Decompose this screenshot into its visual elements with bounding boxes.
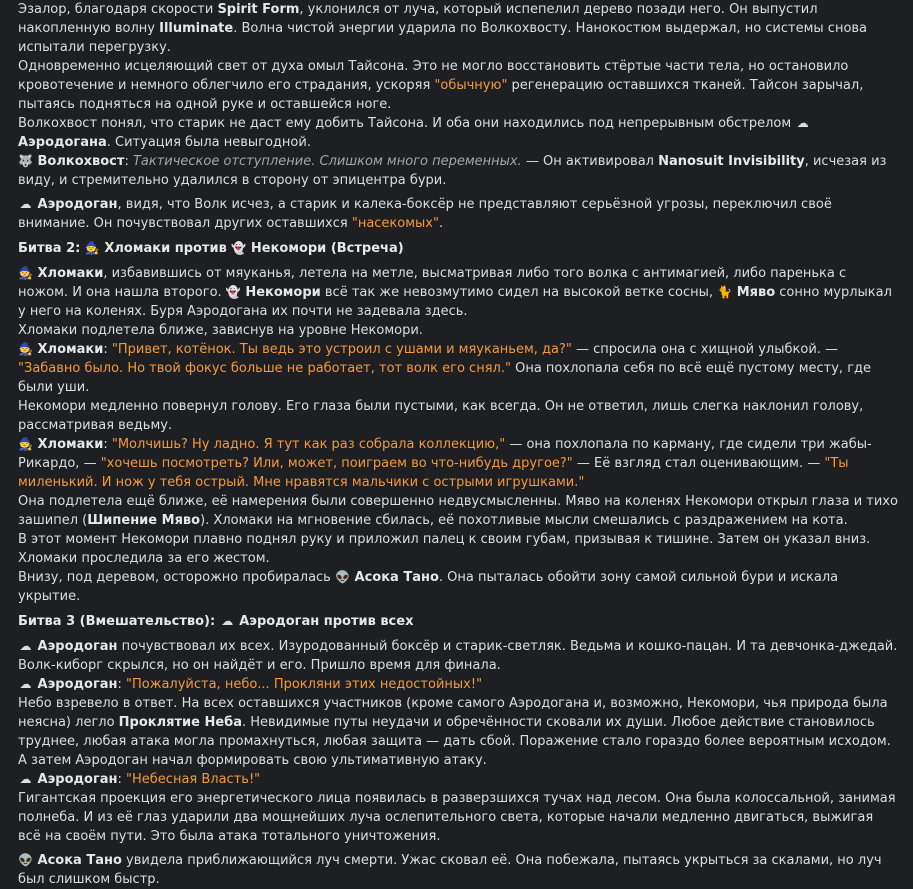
paragraph bbox=[18, 637, 899, 675]
text-span: Некомори медленно повернул голову. Его глаза были пустыми, как всегда. Он не ответил, лишь слегка наклонил голову, рассматривая ведьму. bbox=[18, 399, 864, 433]
paragraph bbox=[18, 851, 899, 889]
bold-text: Аэродоган bbox=[33, 639, 118, 654]
text-span: . Невидимые путы неудачи и обречённости сковали их души. Любое действие становилось труднее, любая атака могла промахнуться, любая защита — дать сбой. Поражение стало гораздо более вероятным исходом. bbox=[18, 715, 891, 749]
paragraph bbox=[18, 492, 899, 530]
text-span: : bbox=[103, 342, 112, 357]
paragraph bbox=[18, 57, 899, 114]
quoted-speech: "Небесная Власть!" bbox=[126, 772, 261, 787]
paragraph bbox=[18, 264, 899, 321]
text-span: почувствовал их всех. Изуродованный боксёр и старик-светляк. Ведьма и кошко-пацан. И та девчонка-джедай. Волк-киборг скрылся, но он найдёт и его. Пришло время для финала. bbox=[18, 639, 898, 673]
text-span: . Ситуация была невыгодной. bbox=[106, 135, 311, 150]
text-span: — спросила она с хищной улыбкой. — bbox=[571, 342, 839, 357]
text-span: Одновременно исцеляющий свет от духа омыл Тайсона. Это не могло восстановить стёртые части тела, но остановило кровотечение и немного облегчило его страдания, ускоряя bbox=[18, 59, 849, 93]
bold-text: Проклятие Неба bbox=[118, 715, 243, 730]
text-span: Она похлопала себя по всё ещё пустому месту, где были уши. bbox=[18, 361, 872, 395]
paragraph bbox=[18, 321, 899, 340]
text-span: — Он активировал bbox=[521, 154, 659, 169]
bold-text: Хломаки bbox=[33, 266, 104, 281]
quoted-speech: "Пожалуйста, небо... Прокляни этих недостойных!" bbox=[126, 677, 483, 692]
bold-text: Аэродоган против всех bbox=[234, 614, 414, 629]
emoji-icon: 🧙 bbox=[18, 266, 33, 280]
bold-text: Аэродоган bbox=[33, 772, 118, 787]
paragraph bbox=[18, 195, 899, 233]
emoji-icon: ☁ bbox=[221, 614, 234, 628]
quoted-speech: "хочешь посмотреть? Или, может, поиграем во что-нибудь другое?" bbox=[100, 456, 573, 471]
text-span: : bbox=[117, 772, 127, 787]
bold-text: Хломаки bbox=[33, 437, 104, 452]
emoji-icon: ☁ bbox=[19, 639, 32, 653]
text-span: : bbox=[103, 437, 112, 452]
text-span: А затем Аэродоган начал формировать свою ультимативную атаку. bbox=[18, 753, 487, 768]
text-span: — она похлопала по карману, где сидели три жабы-Рикардо, — bbox=[18, 437, 872, 471]
paragraph bbox=[18, 239, 899, 258]
text-span: , уклонился от луча, который испепелил дерево позади него. Он выпустил накопленную волну bbox=[18, 2, 818, 36]
emoji-icon: 🐈 bbox=[717, 285, 733, 299]
bold-text: Аэродоган bbox=[33, 677, 118, 692]
bold-text: Битва 3 (Вмешательство): bbox=[18, 614, 220, 629]
text-span: сонно мурлыкал у него на коленях. Буря Аэродогана их почти не задевала здесь. bbox=[18, 285, 892, 319]
bold-text: Мяво bbox=[732, 285, 776, 300]
text-span: , исчезая из виду, и стремительно удалился в сторону от эпицентра бури. bbox=[18, 154, 887, 188]
emoji-icon: ☁ bbox=[796, 116, 809, 130]
emoji-icon: 🧙 bbox=[18, 342, 33, 356]
bold-text: Асока Тано bbox=[349, 570, 439, 585]
bold-text: Битва 2: bbox=[18, 241, 85, 256]
bold-text: Nanosuit Invisibility bbox=[658, 154, 805, 169]
bold-text: Хломаки bbox=[33, 342, 104, 357]
emoji-icon: ☁ bbox=[19, 197, 32, 211]
paragraph bbox=[18, 675, 899, 694]
quoted-speech: "Привет, котёнок. Ты ведь это устроил с ушами и мяуканьем, да?" bbox=[111, 342, 572, 357]
text-span: : bbox=[124, 154, 133, 169]
italic-text: Тактическое отступление. Слишком много переменных. bbox=[132, 154, 522, 169]
text-span: Волкохвост понял, что старик не даст ему добить Тайсона. И оба они находились под непрерывным обстрелом bbox=[18, 116, 796, 131]
paragraph bbox=[18, 397, 899, 435]
text-span: . bbox=[438, 216, 444, 231]
bold-text: Аэродогана bbox=[18, 135, 107, 150]
quoted-speech: "Молчишь? Ну ладно. Я тут как раз собрала коллекцию," bbox=[111, 437, 506, 452]
text-span: — Её взгляд стал оценивающим. — bbox=[572, 456, 825, 471]
bold-text: Волкохвост bbox=[33, 154, 125, 169]
text-span: Эзалор, благодаря скорости bbox=[18, 2, 218, 17]
quoted-speech: "Забавно было. Но твой фокус больше не работает, тот волк его снял." bbox=[18, 361, 511, 376]
emoji-icon: 👻 bbox=[225, 285, 241, 299]
bold-text: Некомори bbox=[240, 285, 321, 300]
text-span: всё так же невозмутимо сидел на высокой ветке сосны, bbox=[320, 285, 718, 300]
bold-text: Асока Тано bbox=[33, 853, 122, 868]
text-span: . Волна чистой энергии ударила по Волкохвосту. Нанокостюм выдержал, но системы снова испытали перегрузку. bbox=[18, 21, 868, 55]
paragraph bbox=[18, 530, 899, 568]
paragraph bbox=[18, 152, 899, 190]
text-span: . Она пыталась обойти зону самой сильной бури и искала укрытие. bbox=[18, 570, 839, 604]
text-span: Гигантская проекция его энергетического лица появилась в разверзшихся тучах над лесом. Она была колоссальной, занимая полнеба. И из её глаз ударили два мощнейших луча ослепительного света, которые начали медленно двигаться, выжигая всё на своём пути. Это была атака тотального уничтожения. bbox=[18, 791, 896, 844]
paragraph bbox=[18, 340, 899, 397]
text-span: : bbox=[117, 677, 127, 692]
text-span: регенерацию оставшихся тканей. Тайсон зарычал, пытаясь подняться на одной руке и оставшейся ноге. bbox=[18, 78, 864, 112]
paragraph bbox=[18, 568, 899, 606]
text-span: Внизу, под деревом, осторожно пробиралась bbox=[18, 570, 335, 585]
text-span: , избавившись от мяуканья, летела на метле, высматривая либо того волка с антимагией, либо паренька с ножом. И она нашла второго. bbox=[18, 266, 847, 300]
emoji-icon: 👻 bbox=[231, 241, 247, 255]
quoted-speech: "обычную" bbox=[434, 78, 508, 93]
text-span: Небо взревело в ответ. На всех оставшихся участников (кроме самого Аэродогана и, возможно, Некомори, чья природа была неясна) легло bbox=[18, 696, 888, 730]
emoji-icon: ☁ bbox=[19, 677, 32, 691]
quoted-speech: "Ты миленький. И нож у тебя острый. Мне нравятся мальчики с острыми игрушками." bbox=[18, 456, 849, 490]
emoji-icon: 👽 bbox=[18, 853, 33, 867]
paragraph bbox=[18, 435, 899, 492]
emoji-icon: ☁ bbox=[19, 772, 32, 786]
text-span: В этот момент Некомори плавно поднял руку и приложил палец к своим губам, призывая к тишине. Затем он указал вниз. Хломаки проследила за его жестом. bbox=[18, 532, 871, 566]
paragraph bbox=[18, 751, 899, 770]
bold-text: Аэродоган bbox=[33, 197, 118, 212]
text-span: , видя, что Волк исчез, а старик и калека-боксёр не представляют серьёзной угрозы, переключил своё внимание. Он почувствовал других оставшихся bbox=[18, 197, 832, 231]
bold-text: Illuminate bbox=[159, 21, 234, 36]
text-span: Хломаки подлетела ближе, зависнув на уровне Некомори. bbox=[18, 323, 423, 338]
emoji-icon: 🐺 bbox=[18, 154, 33, 168]
emoji-icon: 🧙 bbox=[84, 241, 100, 255]
emoji-icon: 🧙 bbox=[18, 437, 33, 451]
paragraph bbox=[18, 789, 899, 846]
emoji-icon: 👽 bbox=[335, 570, 350, 584]
text-span: увидела приближающийся луч смерти. Ужас сковал её. Она побежала, пытаясь укрыться за скалами, но луч был слишком быстр. bbox=[18, 853, 882, 887]
text-span: ). Хломаки на мгновение сбилась, её похотливые мысли смешались с раздражением на кота. bbox=[200, 513, 848, 528]
quoted-speech: "насекомых" bbox=[351, 216, 439, 231]
paragraph bbox=[18, 770, 899, 789]
paragraph bbox=[18, 0, 899, 57]
paragraph bbox=[18, 694, 899, 751]
paragraph bbox=[18, 114, 899, 152]
text-span: Она подлетела ещё ближе, её намерения были совершенно недвусмысленны. Мяво на коленях Некомори открыл глаза и тихо зашипел ( bbox=[18, 494, 898, 528]
bold-text: Шипение Мяво bbox=[87, 513, 201, 528]
bold-text: Spirit Form bbox=[217, 2, 300, 17]
paragraph bbox=[18, 612, 899, 631]
bold-text: Некомори (Встреча) bbox=[246, 241, 404, 256]
bold-text: Хломаки против bbox=[99, 241, 232, 256]
